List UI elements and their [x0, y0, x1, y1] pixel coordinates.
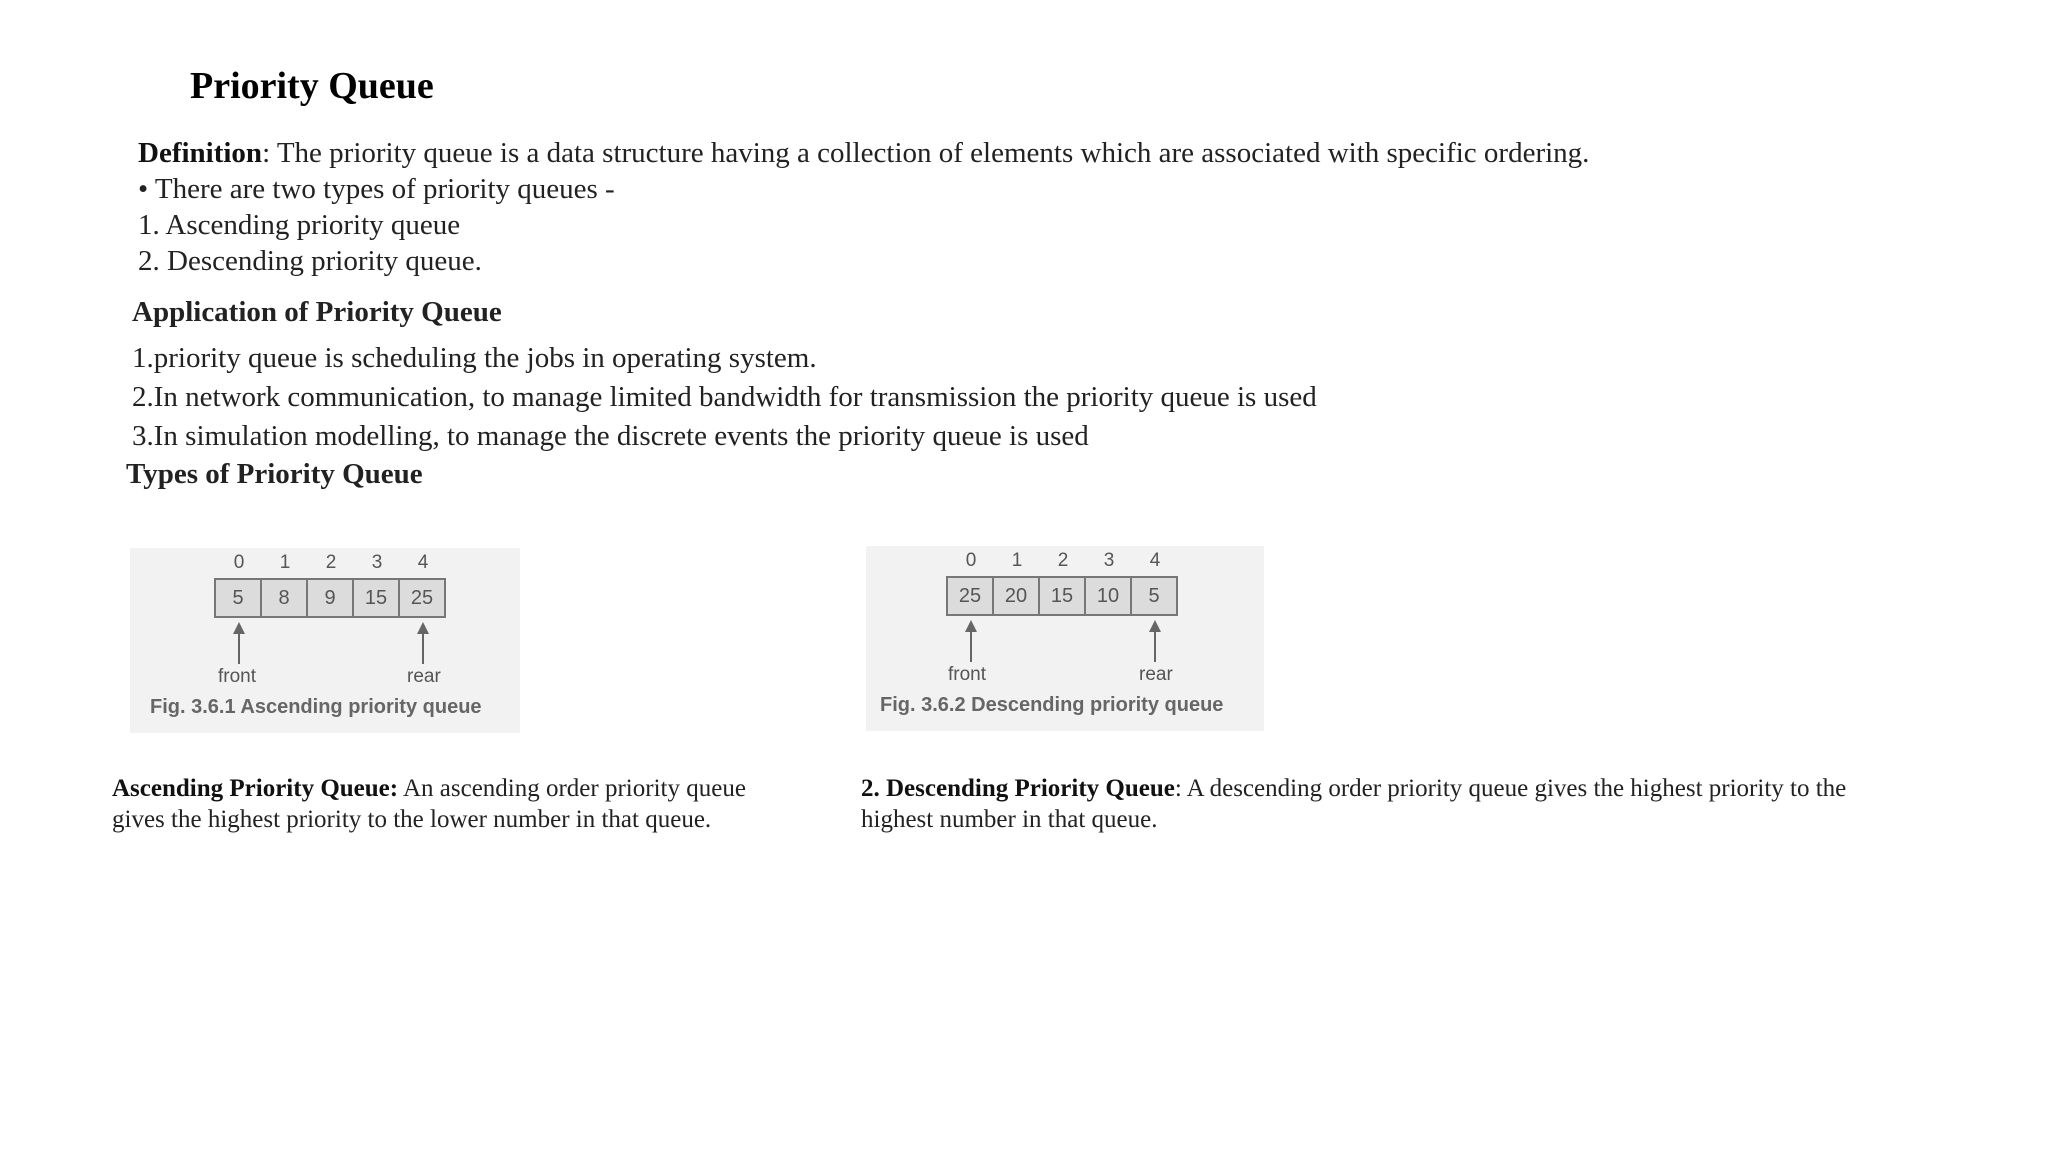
queue-cell: 5: [216, 580, 262, 616]
types-heading: Types of Priority Queue: [126, 458, 423, 490]
figure-caption: Fig. 3.6.2 Descending priority queue: [880, 694, 1224, 716]
index-label: 0: [233, 552, 245, 573]
rear-arrow-icon: [422, 624, 424, 664]
rear-arrow-icon: [1154, 622, 1156, 662]
front-arrow-icon: [970, 622, 972, 662]
index-label: 1: [279, 552, 291, 573]
figure-caption: Fig. 3.6.1 Ascending priority queue: [150, 696, 482, 718]
queue-cell: 25: [948, 578, 994, 614]
rear-label: rear: [1139, 664, 1173, 685]
queue-cell: 9: [308, 580, 354, 616]
front-label: front: [948, 664, 987, 685]
descending-text: : A descending order priority queue gives the highest priority to the highest number in that queue.: [861, 775, 1847, 833]
index-label: 4: [1149, 550, 1161, 571]
application-heading: Application of Priority Queue: [132, 296, 502, 328]
ascending-queue-figure: [130, 548, 520, 733]
queue-cell: 15: [354, 580, 400, 616]
queue-array: [214, 578, 446, 618]
queue-cell: 25: [410, 586, 434, 609]
rear-label: rear: [407, 666, 441, 687]
index-label: 2: [325, 552, 337, 573]
ascending-term: Ascending Priority Queue:: [112, 775, 399, 802]
ascending-text: An ascending order priority queue gives the highest priority to the lower number in that queue.: [112, 775, 746, 833]
descending-description: [861, 773, 1861, 835]
application-item-2: 2.In network communication, to manage limited bandwidth for transmission the priority queue is used: [132, 381, 1317, 413]
definition-line: [138, 137, 1589, 170]
definition-text: : The priority queue is a data structure having a collection of elements which are associated with specific ordering.: [262, 137, 1590, 169]
type-item-descending: 2. Descending priority queue.: [138, 245, 482, 277]
application-item-1: 1.priority queue is scheduling the jobs in operating system.: [132, 342, 817, 374]
queue-cell: 15: [1040, 578, 1086, 614]
descending-term: 2. Descending Priority Queue: [861, 775, 1175, 802]
queue-array: [946, 576, 1178, 616]
ascending-description: [112, 773, 792, 835]
page-title: Priority Queue: [190, 65, 434, 107]
queue-cell: 20: [994, 578, 1040, 614]
index-label: 3: [371, 552, 383, 573]
queue-cell: 8: [262, 580, 308, 616]
application-item-3: 3.In simulation modelling, to manage the discrete events the priority queue is used: [132, 420, 1089, 452]
definition-term: Definition: [138, 137, 263, 169]
index-label: 3: [1103, 550, 1115, 571]
index-label: 2: [1057, 550, 1069, 571]
type-item-ascending: 1. Ascending priority queue: [138, 209, 461, 241]
queue-cell: 10: [1086, 578, 1132, 614]
queue-cell: 5: [1148, 584, 1160, 607]
index-label: 1: [1011, 550, 1023, 571]
types-intro: • There are two types of priority queues -: [138, 173, 615, 205]
index-label: 4: [417, 552, 429, 573]
descending-queue-figure: [866, 546, 1264, 731]
index-label: 0: [965, 550, 977, 571]
front-label: front: [218, 666, 257, 687]
front-arrow-icon: [238, 624, 240, 664]
